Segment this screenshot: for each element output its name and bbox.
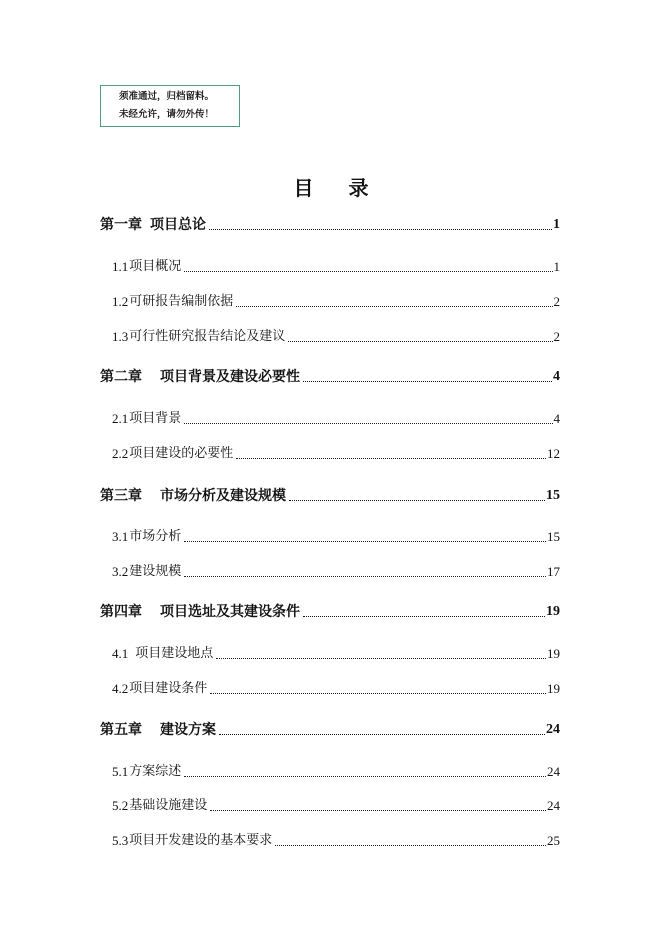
- toc-page: 25: [547, 833, 560, 848]
- toc-section-2-2[interactable]: [112, 445, 560, 463]
- dot-leader: [289, 499, 545, 501]
- toc-chapter-3[interactable]: [100, 487, 560, 505]
- toc-label: 市场分析: [129, 529, 182, 544]
- toc-number: 2.1: [112, 411, 129, 426]
- toc-number: 第四章: [100, 604, 142, 620]
- toc-label: 建设规模: [129, 564, 182, 579]
- toc-section-5-3[interactable]: [112, 832, 560, 850]
- toc-page: 2: [553, 294, 560, 309]
- toc-page: 17: [547, 564, 560, 579]
- toc-label: 基础设施建设: [129, 798, 208, 813]
- toc-section-4-1[interactable]: [112, 645, 560, 663]
- toc-number: 3.1: [112, 529, 129, 544]
- toc-number: 4.1: [112, 646, 129, 661]
- dot-leader: [236, 457, 546, 459]
- toc-page: 15: [546, 488, 560, 503]
- dot-leader: [236, 305, 552, 307]
- dot-leader: [184, 775, 546, 777]
- stamp-line-2: 未经允许，请勿外传！: [119, 109, 215, 120]
- dot-leader: [303, 615, 545, 617]
- toc-number: 1.1: [112, 259, 129, 274]
- dot-leader: [219, 733, 545, 735]
- toc-number: 1.2: [112, 294, 129, 309]
- toc-label: 方案综述: [129, 764, 182, 779]
- toc-number: 第五章: [100, 722, 142, 738]
- dot-leader: [184, 422, 552, 424]
- toc-section-1-2[interactable]: [112, 293, 560, 311]
- dot-leader: [210, 809, 546, 811]
- toc-page: 19: [547, 646, 560, 661]
- toc-title: 目 录: [293, 176, 383, 200]
- toc-chapter-1[interactable]: [100, 216, 560, 234]
- toc-label: 建设方案: [160, 722, 216, 738]
- dot-leader: [275, 844, 546, 846]
- toc-number: 第二章: [100, 369, 142, 385]
- toc-section-3-1[interactable]: [112, 528, 560, 546]
- toc-number: 第三章: [100, 488, 142, 504]
- toc-page: 4: [553, 369, 560, 384]
- toc-number: 4.2: [112, 681, 129, 696]
- dot-leader: [288, 340, 552, 342]
- toc-number: 第一章: [100, 217, 142, 233]
- toc-label: 项目概况: [129, 259, 182, 274]
- toc-page: 19: [547, 681, 560, 696]
- dot-leader: [184, 575, 546, 577]
- toc-page: 12: [547, 446, 560, 461]
- stamp-line-1: 须准通过，归档留料。: [119, 91, 215, 102]
- toc-page: 2: [553, 329, 560, 344]
- toc-label: 可行性研究报告结论及建议: [129, 329, 286, 344]
- toc-label: 可研报告编制依据: [129, 294, 234, 309]
- toc-section-1-1[interactable]: [112, 258, 560, 276]
- toc-section-3-2[interactable]: [112, 563, 560, 581]
- toc-page: 24: [547, 764, 560, 779]
- toc-label: 项目总论: [150, 217, 206, 233]
- dot-leader: [209, 228, 552, 230]
- toc-label: 项目建设的必要性: [129, 446, 234, 461]
- toc-section-4-2[interactable]: [112, 680, 560, 698]
- toc-label: 项目选址及其建设条件: [160, 604, 300, 620]
- toc-chapter-5[interactable]: [100, 721, 560, 739]
- dot-leader: [184, 270, 552, 272]
- toc-label: 市场分析及建设规模: [160, 488, 286, 504]
- toc-label: 项目背景及建设必要性: [160, 369, 300, 385]
- dot-leader: [184, 540, 546, 542]
- toc-number: 1.3: [112, 329, 129, 344]
- toc-section-5-1[interactable]: [112, 763, 560, 781]
- toc-number: 5.2: [112, 798, 129, 813]
- toc-section-1-3[interactable]: [112, 328, 560, 346]
- toc-number: 2.2: [112, 446, 129, 461]
- toc-label: 项目开发建设的基本要求: [129, 833, 273, 848]
- toc-label: 项目建设地点: [135, 646, 214, 661]
- toc-number: 5.1: [112, 764, 129, 779]
- toc-page: 24: [546, 722, 560, 737]
- dot-leader: [210, 692, 546, 694]
- toc-chapter-2[interactable]: [100, 368, 560, 386]
- toc-chapter-4[interactable]: [100, 603, 560, 621]
- toc-page: 1: [553, 259, 560, 274]
- toc-number: 3.2: [112, 564, 129, 579]
- toc-page: 19: [546, 604, 560, 619]
- toc-section-5-2[interactable]: [112, 797, 560, 815]
- toc-page: 15: [547, 529, 560, 544]
- toc-section-2-1[interactable]: [112, 410, 560, 428]
- toc-page: 1: [553, 217, 560, 232]
- toc-label: 项目建设条件: [129, 681, 208, 696]
- toc-page: 24: [547, 798, 560, 813]
- toc-page: 4: [553, 411, 560, 426]
- dot-leader: [216, 657, 546, 659]
- dot-leader: [303, 380, 552, 382]
- toc-label: 项目背景: [129, 411, 182, 426]
- toc-number: 5.3: [112, 833, 129, 848]
